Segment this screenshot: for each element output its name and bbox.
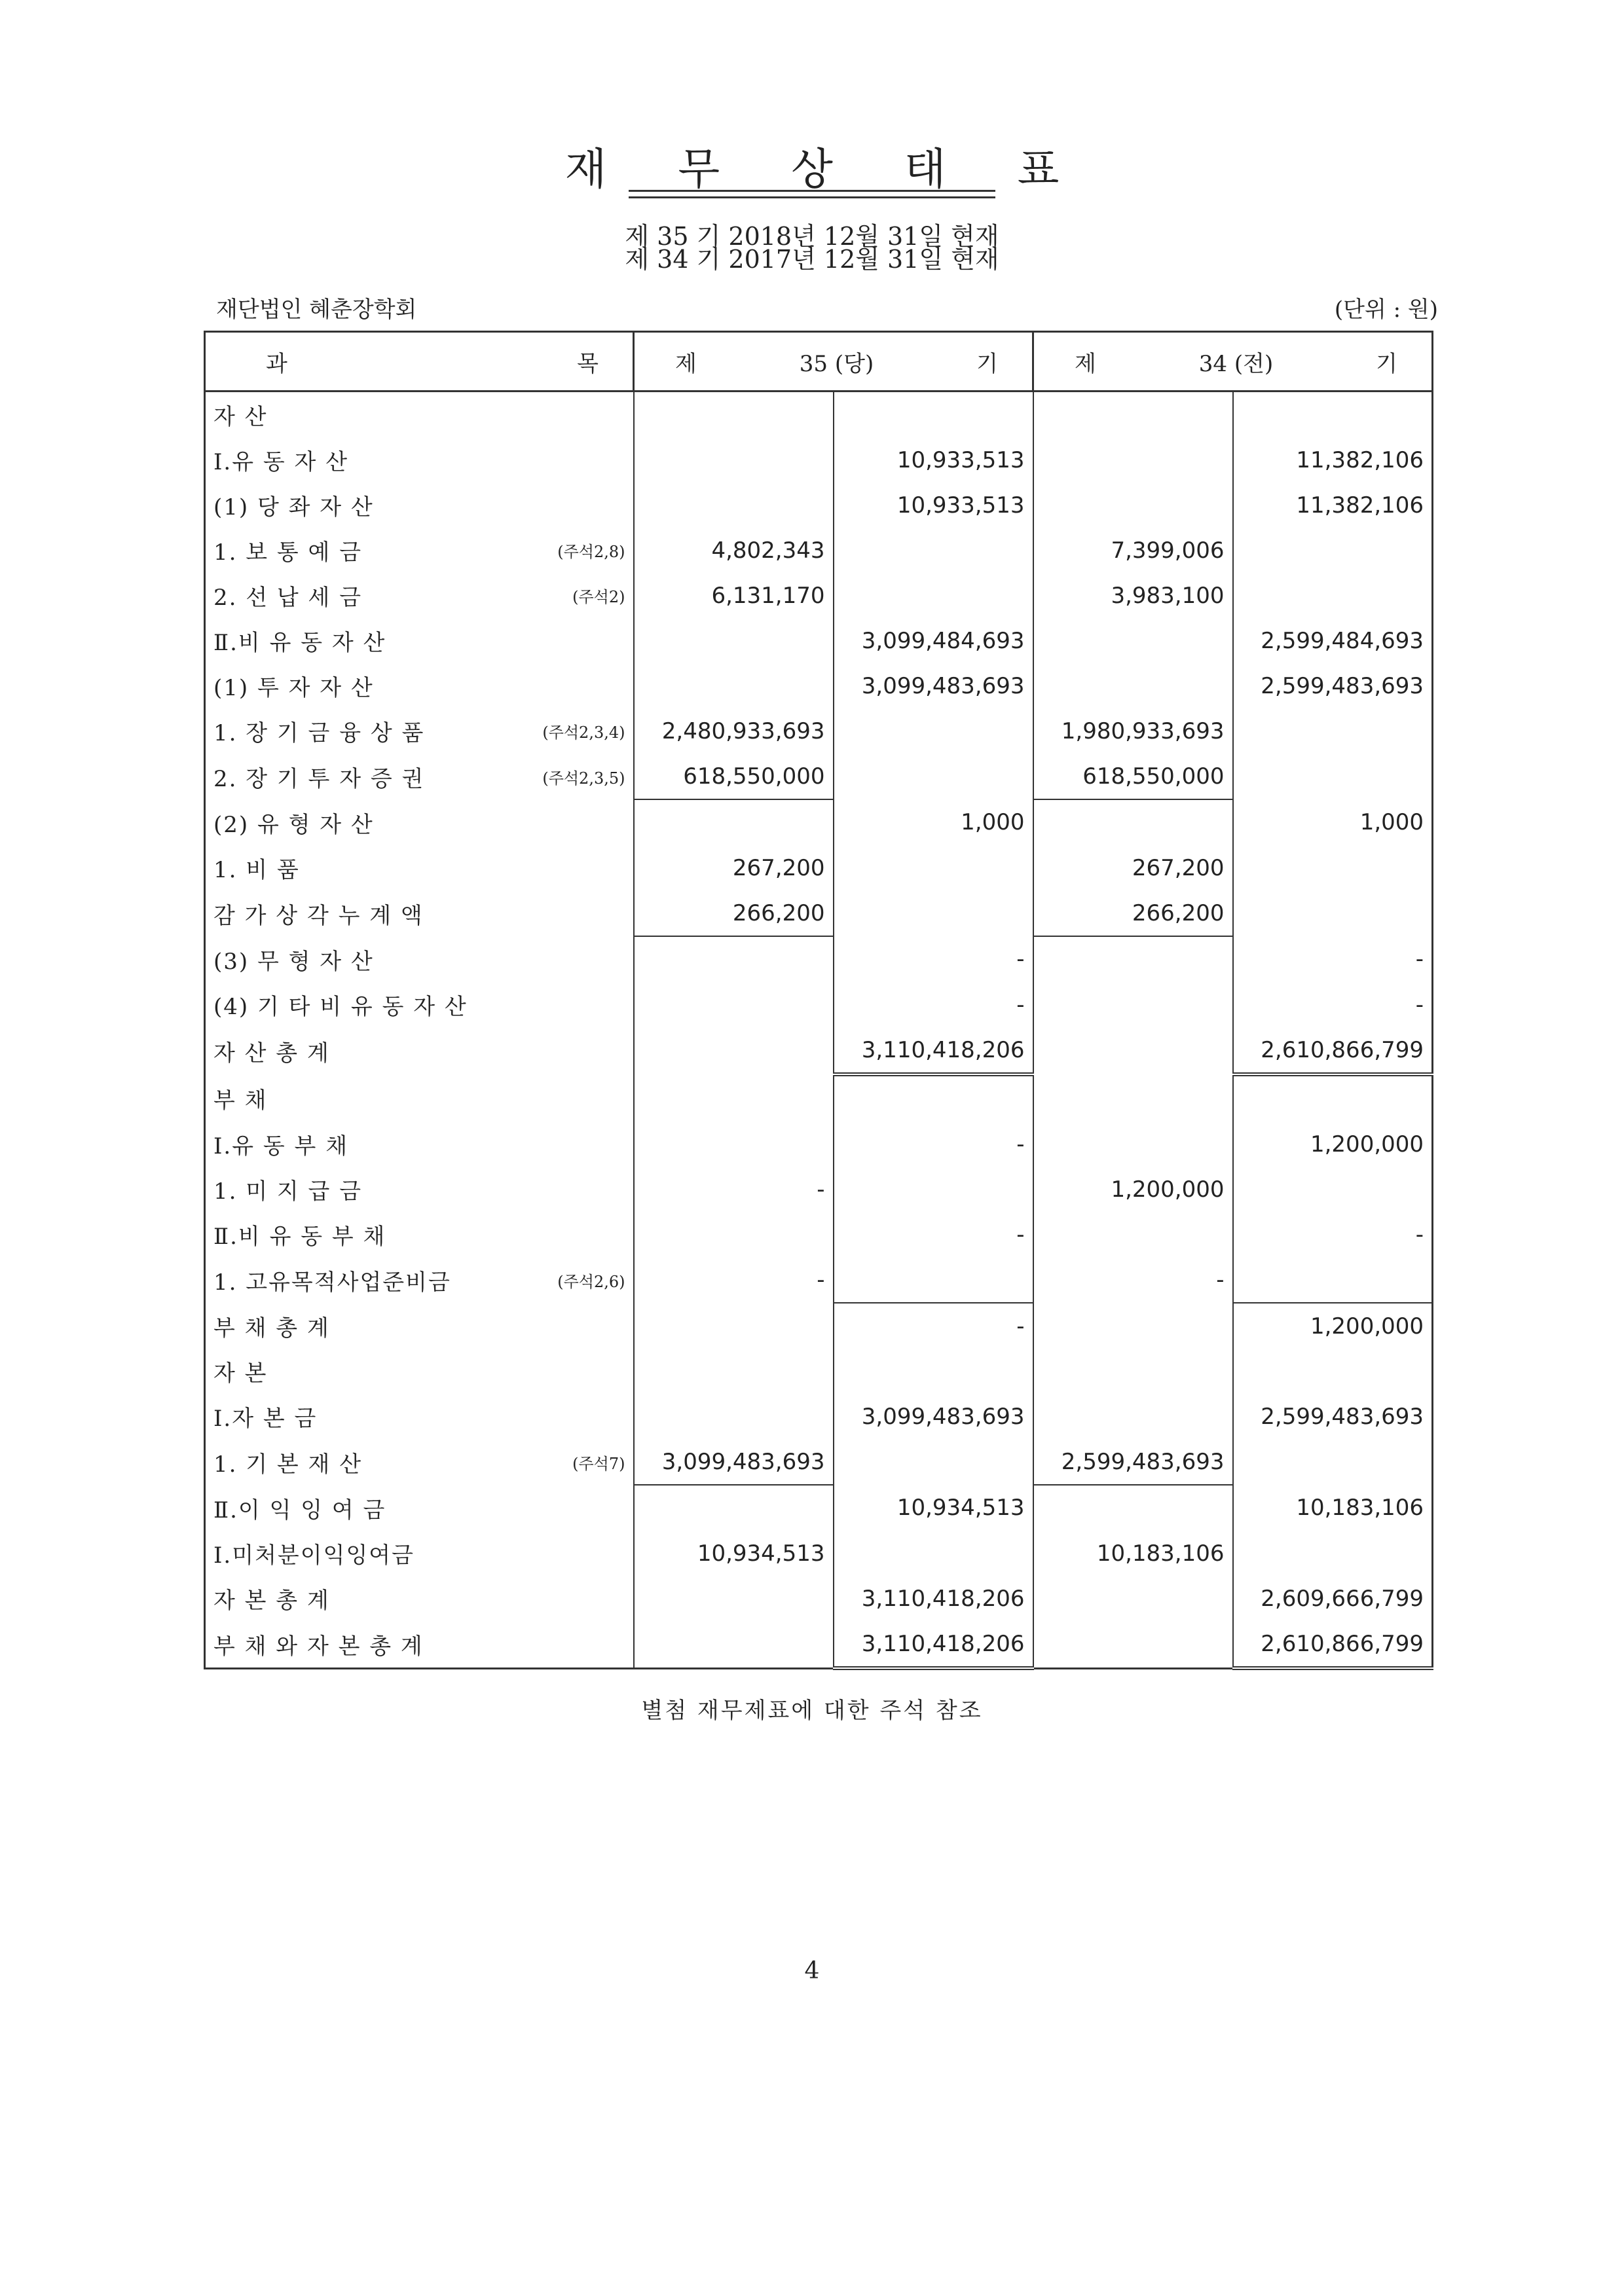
current-total-cell — [834, 1074, 1033, 1121]
account-header — [205, 332, 634, 392]
prior-total-cell: 2,609,666,799 — [1233, 1576, 1433, 1621]
account-cell — [205, 1257, 634, 1303]
prior-total-cell: 11,382,106 — [1233, 437, 1433, 483]
prior-total-cell: 2,599,484,693 — [1233, 618, 1433, 663]
current-detail-cell: - — [634, 1167, 834, 1212]
current-detail-cell — [634, 936, 834, 982]
prior-detail-cell: 1,200,000 — [1033, 1167, 1233, 1212]
current-total-cell: 3,099,483,693 — [834, 663, 1033, 708]
current-header-suffix: 기 — [976, 350, 999, 377]
title-underline-second — [629, 196, 995, 198]
prior-total-cell — [1233, 1349, 1433, 1394]
prior-total-cell — [1233, 1439, 1433, 1485]
prior-total-cell — [1233, 754, 1433, 799]
account-label: (2) 유 형 자 산 — [213, 811, 374, 838]
table-row — [205, 1212, 1433, 1257]
table-row — [205, 437, 1433, 483]
table-row — [205, 936, 1433, 982]
account-label: 2. 선 납 세 금 — [213, 585, 363, 611]
account-cell — [205, 982, 634, 1027]
account-note: (주석2) — [572, 588, 625, 606]
account-cell — [205, 754, 634, 799]
prior-total-cell: 1,000 — [1233, 799, 1433, 845]
prior-detail-cell: 7,399,006 — [1033, 528, 1233, 573]
prior-detail-cell — [1033, 437, 1233, 483]
account-label: 1. 비 품 — [213, 857, 300, 883]
current-detail-cell — [634, 1621, 834, 1668]
current-detail-cell: 3,099,483,693 — [634, 1439, 834, 1485]
table-row — [205, 618, 1433, 663]
account-label: 1. 보 통 예 금 — [213, 539, 363, 566]
account-note: (주석2,3,5) — [542, 769, 625, 788]
table-row — [205, 1257, 1433, 1303]
current-total-cell: 3,110,418,206 — [834, 1576, 1033, 1621]
account-cell — [205, 1485, 634, 1531]
account-cell — [205, 845, 634, 890]
account-cell — [205, 528, 634, 573]
account-header-right: 목 — [577, 350, 599, 377]
current-detail-cell — [634, 1485, 834, 1531]
current-total-cell: 10,934,513 — [834, 1485, 1033, 1531]
prior-detail-cell — [1033, 1576, 1233, 1621]
account-label: 1. 미 지 급 금 — [213, 1178, 363, 1205]
prior-detail-cell — [1033, 1121, 1233, 1167]
account-label: Ⅰ.미처분이익잉여금 — [213, 1542, 415, 1569]
current-detail-cell — [634, 392, 834, 438]
current-total-cell: 10,933,513 — [834, 437, 1033, 483]
prior-detail-cell — [1033, 663, 1233, 708]
current-total-cell — [834, 890, 1033, 936]
account-label: 자 본 총 계 — [213, 1588, 330, 1614]
current-total-cell: - — [834, 982, 1033, 1027]
account-label: Ⅰ.유 동 자 산 — [213, 449, 349, 475]
account-note: (주석2,6) — [557, 1272, 625, 1291]
prior-detail-cell — [1033, 1303, 1233, 1349]
account-cell — [205, 1621, 634, 1668]
current-detail-cell — [634, 1027, 834, 1074]
current-detail-cell — [634, 1394, 834, 1439]
prior-detail-cell: - — [1033, 1257, 1233, 1303]
prior-detail-cell — [1033, 982, 1233, 1027]
table-row — [205, 663, 1433, 708]
account-label: 자 본 — [213, 1360, 268, 1387]
prior-total-cell: 1,200,000 — [1233, 1121, 1433, 1167]
account-label: 감 가 상 각 누 계 액 — [213, 902, 424, 929]
account-label: 부 채 — [213, 1087, 268, 1114]
prior-detail-cell: 266,200 — [1033, 890, 1233, 936]
account-cell — [205, 890, 634, 936]
account-label: 자 산 총 계 — [213, 1040, 330, 1066]
prior-header-prefix: 제 — [1075, 350, 1096, 377]
table-row — [205, 483, 1433, 528]
prior-total-cell: 1,200,000 — [1233, 1303, 1433, 1349]
page-number: 4 — [804, 1958, 820, 1984]
current-total-cell — [834, 1257, 1033, 1303]
account-cell — [205, 1439, 634, 1485]
account-cell — [205, 618, 634, 663]
account-label: 1. 기 본 재 산 — [213, 1451, 363, 1478]
table-row — [205, 528, 1433, 573]
prior-detail-cell: 1,980,933,693 — [1033, 708, 1233, 754]
current-detail-cell — [634, 1576, 834, 1621]
prior-total-cell: 2,610,866,799 — [1233, 1027, 1433, 1074]
prior-total-cell: - — [1233, 982, 1433, 1027]
current-total-cell — [834, 392, 1033, 438]
account-label: 부 채 총 계 — [213, 1315, 330, 1341]
prior-detail-cell — [1033, 1621, 1233, 1668]
table-row — [205, 1439, 1433, 1485]
account-label: (3) 무 형 자 산 — [213, 948, 374, 975]
current-total-cell — [834, 1167, 1033, 1212]
current-detail-cell — [634, 663, 834, 708]
table-row — [205, 1576, 1433, 1621]
account-cell — [205, 573, 634, 618]
document-title: 재 무 상 태 표 — [564, 144, 1088, 194]
current-detail-cell: 618,550,000 — [634, 754, 834, 799]
current-total-cell: - — [834, 1212, 1033, 1257]
table-row — [205, 890, 1433, 936]
prior-total-cell — [1233, 573, 1433, 618]
account-cell — [205, 1303, 634, 1349]
account-label: 1. 장 기 금 융 상 품 — [213, 720, 425, 746]
prior-total-cell: - — [1233, 1212, 1433, 1257]
prior-detail-cell — [1033, 618, 1233, 663]
account-cell — [205, 936, 634, 982]
table-row — [205, 1349, 1433, 1394]
account-label: (4) 기 타 비 유 동 자 산 — [213, 994, 468, 1020]
table-header-row — [205, 332, 1433, 392]
account-label: (1) 투 자 자 산 — [213, 675, 374, 701]
current-total-cell: 3,099,484,693 — [834, 618, 1033, 663]
prior-detail-cell: 10,183,106 — [1033, 1531, 1233, 1576]
prior-detail-cell — [1033, 392, 1233, 438]
table-row — [205, 1394, 1433, 1439]
account-cell — [205, 1394, 634, 1439]
current-detail-cell: 267,200 — [634, 845, 834, 890]
table-row — [205, 845, 1433, 890]
current-total-cell: 3,110,418,206 — [834, 1027, 1033, 1074]
prior-total-cell: 2,599,483,693 — [1233, 663, 1433, 708]
current-detail-cell: - — [634, 1257, 834, 1303]
currency-unit: (단위 : 원) — [1334, 297, 1438, 323]
current-total-cell — [834, 754, 1033, 799]
table-row — [205, 1531, 1433, 1576]
table-row — [205, 573, 1433, 618]
current-total-cell: - — [834, 1303, 1033, 1349]
current-detail-cell — [634, 437, 834, 483]
current-detail-cell — [634, 1349, 834, 1394]
prior-total-cell — [1233, 1074, 1433, 1121]
table-row — [205, 1303, 1433, 1349]
prior-detail-cell — [1033, 483, 1233, 528]
current-detail-cell — [634, 1212, 834, 1257]
balance-sheet-table — [204, 331, 1433, 1670]
account-label: 1. 고유목적사업준비금 — [213, 1269, 451, 1296]
prior-detail-cell — [1033, 799, 1233, 845]
account-cell — [205, 1074, 634, 1121]
account-cell — [205, 1576, 634, 1621]
account-label: Ⅱ.이 익 잉 여 금 — [213, 1497, 386, 1523]
current-detail-cell: 266,200 — [634, 890, 834, 936]
current-total-cell — [834, 573, 1033, 618]
account-cell — [205, 1531, 634, 1576]
table-row — [205, 754, 1433, 799]
prior-detail-cell: 3,983,100 — [1033, 573, 1233, 618]
current-detail-cell: 10,934,513 — [634, 1531, 834, 1576]
prior-total-cell — [1233, 708, 1433, 754]
prior-total-cell — [1233, 845, 1433, 890]
prior-total-cell: 2,599,483,693 — [1233, 1394, 1433, 1439]
prior-total-cell — [1233, 1257, 1433, 1303]
prior-period: 제 34 기 2017년 12월 31일 현재 — [625, 245, 999, 274]
current-detail-cell — [634, 1074, 834, 1121]
current-total-cell: 1,000 — [834, 799, 1033, 845]
prior-detail-cell — [1033, 1349, 1233, 1394]
account-cell — [205, 1349, 634, 1394]
account-label: (1) 당 좌 자 산 — [213, 494, 374, 520]
account-label: 부 채 와 자 본 총 계 — [213, 1633, 424, 1660]
account-label: Ⅰ.유 동 부 채 — [213, 1133, 349, 1159]
current-detail-cell: 4,802,343 — [634, 528, 834, 573]
current-total-cell — [834, 1439, 1033, 1485]
current-total-cell: - — [834, 936, 1033, 982]
account-label: Ⅰ.자 본 금 — [213, 1406, 318, 1432]
prior-total-cell: 10,183,106 — [1233, 1485, 1433, 1531]
prior-detail-cell — [1033, 1394, 1233, 1439]
account-cell — [205, 663, 634, 708]
account-cell — [205, 1121, 634, 1167]
table-row — [205, 1121, 1433, 1167]
current-header-prefix: 제 — [675, 350, 697, 377]
current-detail-cell: 2,480,933,693 — [634, 708, 834, 754]
account-note: (주석2,8) — [557, 543, 625, 561]
table-body — [205, 392, 1433, 1669]
current-total-cell — [834, 1349, 1033, 1394]
account-label: 자 산 — [213, 404, 268, 430]
account-header-left: 과 — [266, 350, 287, 377]
account-cell — [205, 392, 634, 438]
account-cell — [205, 1027, 634, 1074]
current-detail-cell — [634, 1303, 834, 1349]
current-detail-cell — [634, 483, 834, 528]
account-note: (주석7) — [572, 1454, 625, 1473]
current-total-cell: 3,110,418,206 — [834, 1621, 1033, 1668]
table-row — [205, 982, 1433, 1027]
current-detail-cell — [634, 982, 834, 1027]
prior-detail-cell — [1033, 1485, 1233, 1531]
prior-total-cell — [1233, 528, 1433, 573]
prior-total-cell — [1233, 1531, 1433, 1576]
prior-total-cell: - — [1233, 936, 1433, 982]
account-cell — [205, 1167, 634, 1212]
current-total-cell — [834, 528, 1033, 573]
table-row — [205, 708, 1433, 754]
current-detail-cell — [634, 799, 834, 845]
prior-detail-cell: 618,550,000 — [1033, 754, 1233, 799]
prior-total-cell: 11,382,106 — [1233, 483, 1433, 528]
current-detail-cell — [634, 618, 834, 663]
account-cell — [205, 1212, 634, 1257]
table-row — [205, 1027, 1433, 1074]
account-cell — [205, 483, 634, 528]
footnote: 별첨 재무제표에 대한 주석 참조 — [641, 1698, 983, 1724]
account-label: Ⅱ.비 유 동 자 산 — [213, 630, 386, 656]
prior-detail-cell — [1033, 936, 1233, 982]
prior-period-header — [1033, 332, 1433, 392]
current-header-number: 35 (당) — [799, 350, 874, 377]
prior-total-cell — [1233, 392, 1433, 438]
prior-total-cell: 2,610,866,799 — [1233, 1621, 1433, 1668]
table-row — [205, 1167, 1433, 1212]
current-total-cell — [834, 845, 1033, 890]
account-cell — [205, 708, 634, 754]
current-total-cell: 10,933,513 — [834, 483, 1033, 528]
account-cell — [205, 799, 634, 845]
prior-header-suffix: 기 — [1376, 350, 1398, 377]
current-detail-cell: 6,131,170 — [634, 573, 834, 618]
organization-name: 재단법인 혜춘장학회 — [216, 297, 417, 323]
account-label: Ⅱ.비 유 동 부 채 — [213, 1224, 386, 1250]
prior-detail-cell: 267,200 — [1033, 845, 1233, 890]
table-row — [205, 1485, 1433, 1531]
title-underline — [629, 190, 995, 192]
prior-total-cell — [1233, 890, 1433, 936]
table-row — [205, 799, 1433, 845]
current-period: 제 35 기 2018년 12월 31일 현재 — [625, 222, 999, 251]
account-label: 2. 장 기 투 자 증 권 — [213, 765, 425, 792]
prior-detail-cell — [1033, 1074, 1233, 1121]
current-total-cell — [834, 708, 1033, 754]
current-total-cell: 3,099,483,693 — [834, 1394, 1033, 1439]
current-total-cell — [834, 1531, 1033, 1576]
prior-total-cell — [1233, 1167, 1433, 1212]
prior-detail-cell — [1033, 1212, 1233, 1257]
prior-header-number: 34 (전) — [1198, 350, 1274, 377]
table-row — [205, 1621, 1433, 1668]
account-cell — [205, 437, 634, 483]
account-note: (주석2,3,4) — [542, 723, 625, 742]
table-row — [205, 1074, 1433, 1121]
current-detail-cell — [634, 1121, 834, 1167]
prior-detail-cell: 2,599,483,693 — [1033, 1439, 1233, 1485]
current-period-header — [634, 332, 1033, 392]
prior-detail-cell — [1033, 1027, 1233, 1074]
current-total-cell: - — [834, 1121, 1033, 1167]
table-row — [205, 392, 1433, 438]
